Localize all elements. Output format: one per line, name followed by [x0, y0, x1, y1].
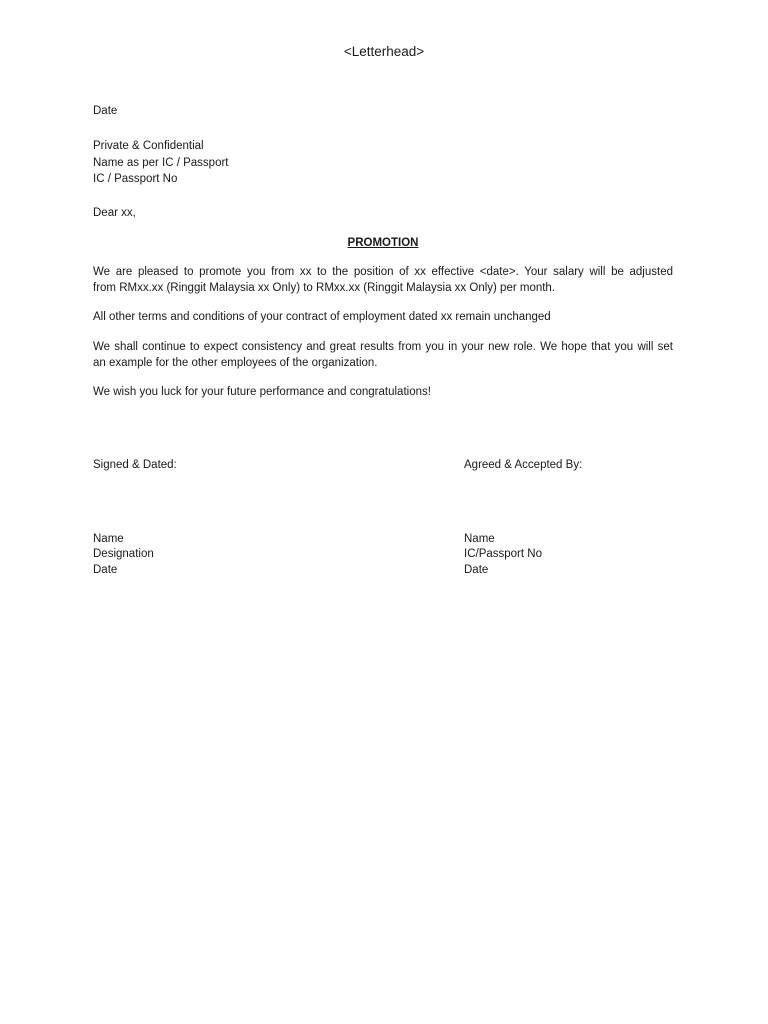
acceptor-name-label: Name	[464, 533, 495, 545]
body-paragraph-2: All other terms and conditions of your contract of employment dated xx remain unchanged	[93, 311, 551, 323]
body-paragraph-1-line-1: We are pleased to promote you from xx to the position of xx effective <date>. Your salary will be adjusted	[93, 266, 673, 278]
date-label: Date	[93, 105, 118, 117]
body-paragraph-1-line-2: from RMxx.xx (Ringgit Malaysia xx Only) to RMxx.xx (Ringgit Malaysia xx Only) per month.	[93, 281, 556, 294]
agreed-accepted-heading: Agreed & Accepted By:	[464, 459, 583, 471]
recipient-name: Name as per IC / Passport	[93, 157, 229, 169]
signer-date-label: Date	[93, 564, 118, 576]
acceptor-date-label: Date	[464, 564, 489, 576]
signer-name-label: Name	[93, 533, 124, 545]
acceptor-id-label: IC/Passport No	[464, 548, 542, 560]
body-paragraph-3	[93, 340, 673, 371]
signer-designation-label: Designation	[93, 548, 154, 560]
body-paragraph-1	[93, 265, 673, 296]
confidential-label: Private & Confidential	[93, 140, 204, 152]
body-paragraph-4: We wish you luck for your future performance and congratulations!	[93, 386, 431, 398]
recipient-id: IC / Passport No	[93, 173, 178, 185]
letterhead-placeholder: <Letterhead>	[343, 44, 425, 59]
body-paragraph-3-line-1: We shall continue to expect consistency and great results from you in your new role. We hope that you will set	[93, 341, 673, 353]
body-paragraph-3-line-2: an example for the other employees of the organization.	[93, 356, 378, 369]
signed-dated-heading: Signed & Dated:	[93, 459, 177, 471]
salutation: Dear xx,	[93, 207, 136, 219]
subject-heading: PROMOTION	[347, 237, 419, 249]
